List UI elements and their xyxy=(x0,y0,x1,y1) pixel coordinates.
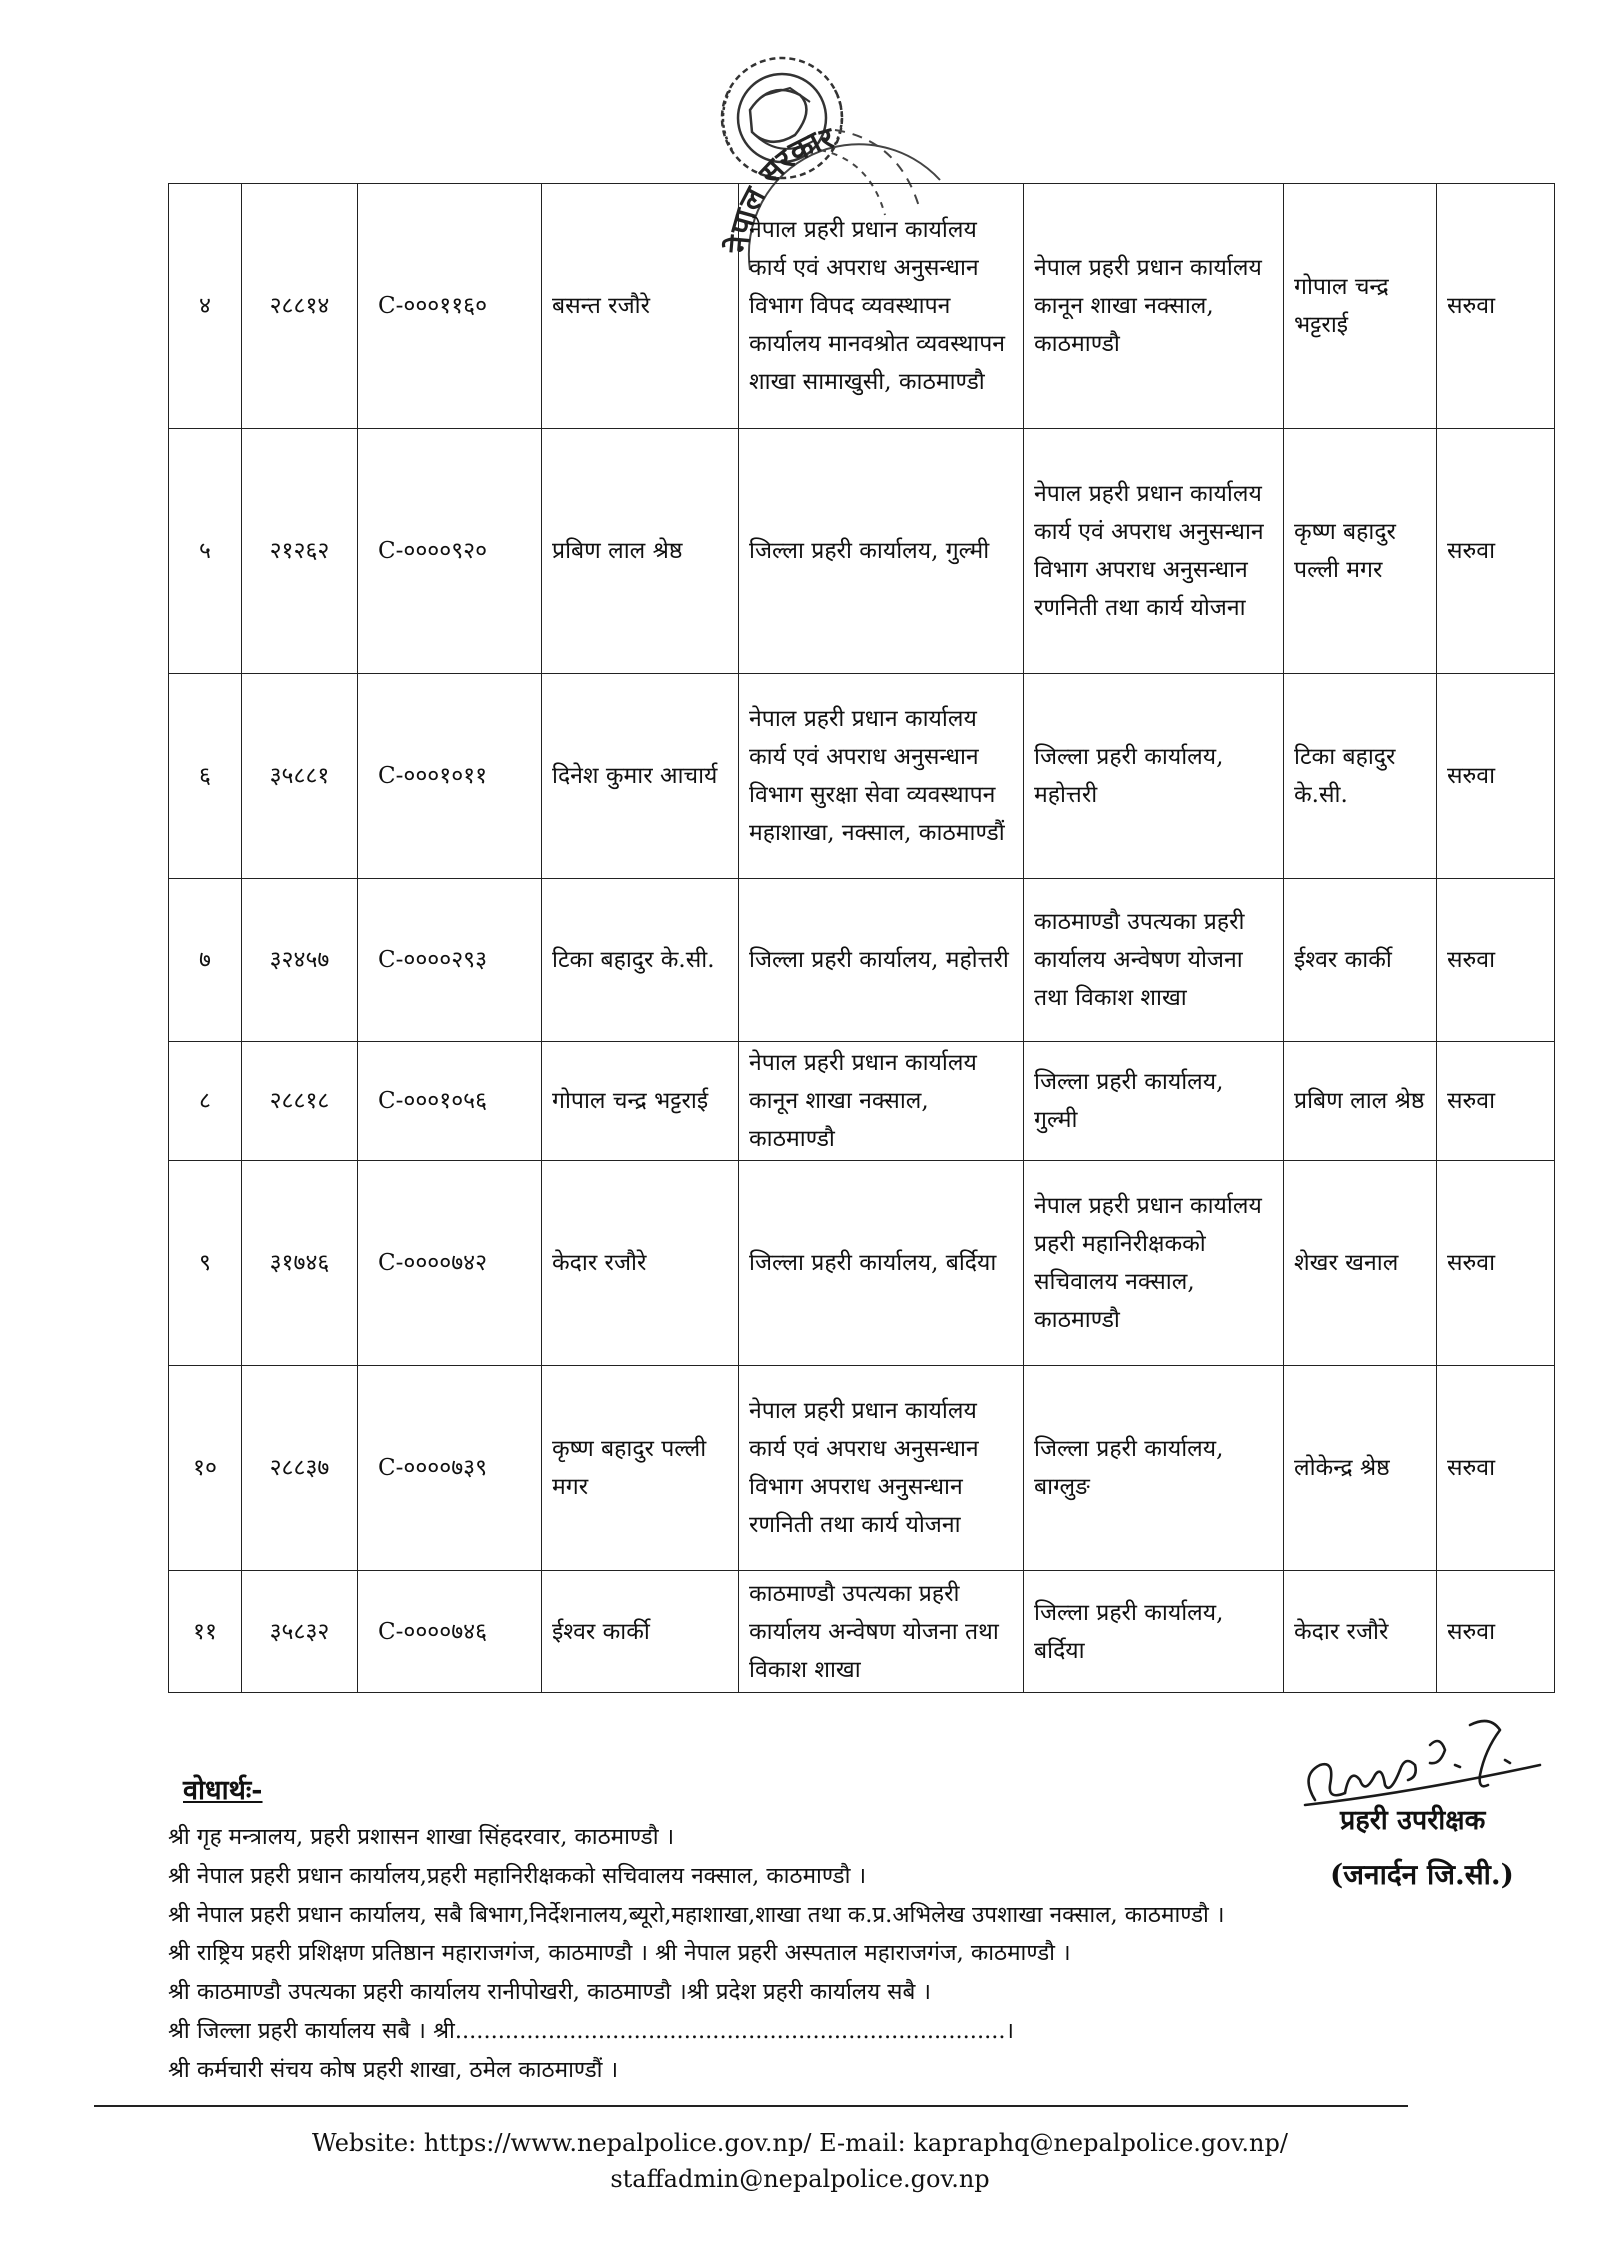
remark-cell: सरुवा xyxy=(1437,1571,1555,1693)
table-row xyxy=(169,1161,1555,1366)
police-number-cell: २१२६२ xyxy=(242,429,358,674)
serial-number-cell: ९ xyxy=(169,1161,242,1366)
police-number-cell: ३१७४६ xyxy=(242,1161,358,1366)
employee-code-cell: C-०००१०११ xyxy=(358,674,542,879)
serial-number-cell: ७ xyxy=(169,879,242,1042)
current-office-cell: जिल्ला प्रहरी कार्यालय, महोत्तरी xyxy=(739,879,1024,1042)
replacement-cell: ईश्वर कार्की xyxy=(1284,879,1437,1042)
employee-name-cell: केदार रजौरे xyxy=(542,1161,739,1366)
cc-line: श्री जिल्ला प्रहरी कार्यालय सबै । श्री.............................................................................। xyxy=(168,2017,1015,2044)
signatory-name: (जनार्दन जि.सी.) xyxy=(1330,1858,1514,1891)
cc-line: श्री नेपाल प्रहरी प्रधान कार्यालय, सबै बिभाग,निर्देशनालय,ब्यूरो,महाशाखा,शाखा तथा क.प्र.अभिलेख उपशाखा नक्साल, काठमाण्डौ । xyxy=(168,1901,1225,1928)
current-office-cell: नेपाल प्रहरी प्रधान कार्यालय कार्य एवं अपराध अनुसन्धान विभाग सुरक्षा सेवा व्यवस्थापन महाशाखा, नक्साल, काठमाण्डौं xyxy=(739,674,1024,879)
table-body xyxy=(169,184,1555,1693)
remark-cell: सरुवा xyxy=(1437,1161,1555,1366)
employee-name-cell: प्रबिण लाल श्रेष्ठ xyxy=(542,429,739,674)
employee-name-cell: कृष्ण बहादुर पल्ली मगर xyxy=(542,1366,739,1571)
transfer-office-cell: नेपाल प्रहरी प्रधान कार्यालय कार्य एवं अपराध अनुसन्धान विभाग अपराध अनुसन्धान रणनिती तथा कार्य योजना xyxy=(1024,429,1284,674)
employee-code-cell: C-००००७४२ xyxy=(358,1161,542,1366)
replacement-cell: प्रबिण लाल श्रेष्ठ xyxy=(1284,1042,1437,1161)
current-office-cell: नेपाल प्रहरी प्रधान कार्यालय कार्य एवं अपराध अनुसन्धान विभाग अपराध अनुसन्धान रणनिती तथा कार्य योजना xyxy=(739,1366,1024,1571)
table-row xyxy=(169,1042,1555,1161)
transfer-table xyxy=(168,183,1555,1693)
footer xyxy=(0,2125,1600,2197)
remark-cell: सरुवा xyxy=(1437,184,1555,429)
table-row xyxy=(169,184,1555,429)
transfer-office-cell: नेपाल प्रहरी प्रधान कार्यालय कानून शाखा नक्साल, काठमाण्डौ xyxy=(1024,184,1284,429)
police-number-cell: २८८१४ xyxy=(242,184,358,429)
table-row xyxy=(169,1571,1555,1693)
employee-code-cell: C-०००११६० xyxy=(358,184,542,429)
replacement-cell: केदार रजौरे xyxy=(1284,1571,1437,1693)
remark-cell: सरुवा xyxy=(1437,879,1555,1042)
current-office-cell: नेपाल प्रहरी प्रधान कार्यालय कार्य एवं अपराध अनुसन्धान विभाग विपद व्यवस्थापन कार्यालय मानवश्रोत व्यवस्थापन शाखा सामाखुसी, काठमाण्डौ xyxy=(739,184,1024,429)
serial-number-cell: ६ xyxy=(169,674,242,879)
transfer-office-cell: जिल्ला प्रहरी कार्यालय, बाग्लुङ xyxy=(1024,1366,1284,1571)
current-office-cell: काठमाण्डौ उपत्यका प्रहरी कार्यालय अन्वेषण योजना तथा विकाश शाखा xyxy=(739,1571,1024,1693)
table-row xyxy=(169,429,1555,674)
replacement-cell: शेखर खनाल xyxy=(1284,1161,1437,1366)
serial-number-cell: ११ xyxy=(169,1571,242,1693)
current-office-cell: नेपाल प्रहरी प्रधान कार्यालय कानून शाखा नक्साल, काठमाण्डौ xyxy=(739,1042,1024,1161)
cc-line: श्री कर्मचारी संचय कोष प्रहरी शाखा, ठमेल काठमाण्डौं । xyxy=(168,2056,619,2083)
remark-cell: सरुवा xyxy=(1437,1366,1555,1571)
transfer-office-cell: जिल्ला प्रहरी कार्यालय, बर्दिया xyxy=(1024,1571,1284,1693)
employee-name-cell: गोपाल चन्द्र भट्टराई xyxy=(542,1042,739,1161)
replacement-cell: कृष्ण बहादुर पल्ली मगर xyxy=(1284,429,1437,674)
replacement-cell: टिका बहादुर के.सी. xyxy=(1284,674,1437,879)
serial-number-cell: १० xyxy=(169,1366,242,1571)
police-number-cell: २८८१८ xyxy=(242,1042,358,1161)
footer-contact-line: Website: https://www.nepalpolice.gov.np/ E-mail: kapraphq@nepalpolice.gov.np/ xyxy=(312,2129,1288,2157)
police-number-cell: ३५८८१ xyxy=(242,674,358,879)
current-office-cell: जिल्ला प्रहरी कार्यालय, गुल्मी xyxy=(739,429,1024,674)
replacement-cell: गोपाल चन्द्र भट्टराई xyxy=(1284,184,1437,429)
remark-cell: सरुवा xyxy=(1437,1042,1555,1161)
employee-code-cell: C-००००२९३ xyxy=(358,879,542,1042)
replacement-cell: लोकेन्द्र श्रेष्ठ xyxy=(1284,1366,1437,1571)
footer-email-line: staffadmin@nepalpolice.gov.np xyxy=(610,2165,990,2193)
table-row xyxy=(169,674,1555,879)
scan-edge xyxy=(0,0,3,2251)
employee-name-cell: दिनेश कुमार आचार्य xyxy=(542,674,739,879)
police-number-cell: २८८३७ xyxy=(242,1366,358,1571)
serial-number-cell: ५ xyxy=(169,429,242,674)
remark-cell: सरुवा xyxy=(1437,674,1555,879)
serial-number-cell: ४ xyxy=(169,184,242,429)
cc-line: श्री गृह मन्त्रालय, प्रहरी प्रशासन शाखा सिंहदरवार, काठमाण्डौ । xyxy=(168,1824,675,1850)
handwritten-signature xyxy=(1290,1705,1550,1815)
current-office-cell: जिल्ला प्रहरी कार्यालय, बर्दिया xyxy=(739,1161,1024,1366)
employee-code-cell: C-००००७४६ xyxy=(358,1571,542,1693)
table-row xyxy=(169,879,1555,1042)
employee-code-cell: C-००००९२० xyxy=(358,429,542,674)
serial-number-cell: ८ xyxy=(169,1042,242,1161)
cc-line: श्री राष्ट्रिय प्रहरी प्रशिक्षण प्रतिष्ठान महाराजगंज, काठमाण्डौ । श्री नेपाल प्रहरी अस्पताल महाराजगंज, काठमाण्डौ । xyxy=(168,1940,1071,1967)
cc-line: श्री नेपाल प्रहरी प्रधान कार्यालय,प्रहरी महानिरीक्षकको सचिवालय नक्साल, काठमाण्डौ । xyxy=(168,1862,867,1889)
table-row xyxy=(169,1366,1555,1571)
employee-code-cell: C-००००७३९ xyxy=(358,1366,542,1571)
seal-text: नेपाल सरकार xyxy=(721,120,838,254)
police-number-cell: ३२४५७ xyxy=(242,879,358,1042)
cc-line: श्री काठमाण्डौ उपत्यका प्रहरी कार्यालय रानीपोखरी, काठमाण्डौ ।श्री प्रदेश प्रहरी कार्यालय सबै । xyxy=(168,1979,932,2006)
police-number-cell: ३५८३२ xyxy=(242,1571,358,1693)
remark-cell: सरुवा xyxy=(1437,429,1555,674)
transfer-office-cell: जिल्ला प्रहरी कार्यालय, गुल्मी xyxy=(1024,1042,1284,1161)
employee-code-cell: C-०००१०५६ xyxy=(358,1042,542,1161)
transfer-office-cell: जिल्ला प्रहरी कार्यालय, महोत्तरी xyxy=(1024,674,1284,879)
employee-name-cell: बसन्त रजौरे xyxy=(542,184,739,429)
signatory-title: प्रहरी उपरीक्षक xyxy=(1340,1805,1486,1836)
cc-list xyxy=(168,1818,1225,2090)
transfer-office-cell: नेपाल प्रहरी प्रधान कार्यालय प्रहरी महानिरीक्षकको सचिवालय नक्साल, काठमाण्डौ xyxy=(1024,1161,1284,1366)
footer-divider xyxy=(94,2105,1408,2107)
employee-name-cell: टिका बहादुर के.सी. xyxy=(542,879,739,1042)
cc-heading: वोधार्थः- xyxy=(183,1775,263,1806)
transfer-office-cell: काठमाण्डौ उपत्यका प्रहरी कार्यालय अन्वेषण योजना तथा विकाश शाखा xyxy=(1024,879,1284,1042)
employee-name-cell: ईश्वर कार्की xyxy=(542,1571,739,1693)
